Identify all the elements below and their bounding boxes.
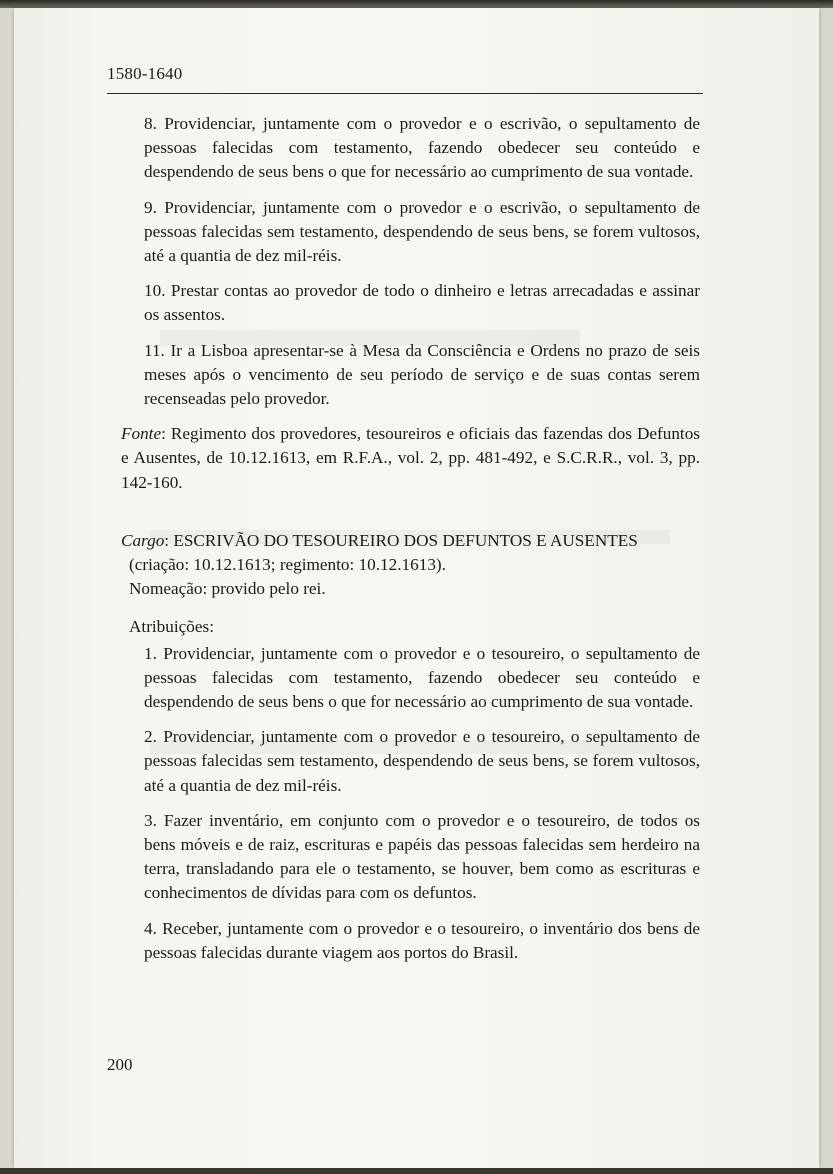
attribution-item: 4. Receber, juntamente com o provedor e o tesoureiro, o inventário dos bens de pessoas falecidas durante viagem aos portos do Brasil.	[144, 918, 700, 962]
attribution-item: 11. Ir a Lisboa apresentar-se à Mesa da Consciência e Ordens no prazo de seis meses após o vencimento de seu período de serviço e de suas contas serem recenseadas pelo provedor.	[144, 340, 700, 409]
source-label: Fonte	[121, 424, 162, 444]
page-body	[121, 112, 700, 976]
attribution-item: 8. Providenciar, juntamente com o provedor e o escrivão, o sepultamento de pessoas falecidas com testamento, fazendo obedecer seu conteúdo e despendendo de seus bens o que for necessário ao cumprimento de sua vontade.	[144, 114, 700, 182]
scan-bottom-edge	[0, 1168, 833, 1174]
attribution-item: 9. Providenciar, juntamente com o provedor e o escrivão, o sepultamento de pessoas falecidas sem testamento, despendendo de seus bens, se forem vultosos, até a quantia de dez mil-réis.	[144, 197, 700, 266]
position-block	[121, 529, 700, 602]
scan-top-edge	[0, 0, 833, 8]
attribution-item: 10. Prestar contas ao provedor de todo o dinheiro e letras arrecadadas e assinar os assentos.	[144, 281, 700, 325]
attribution-item: 1. Providenciar, juntamente com o provedor e o tesoureiro, o sepultamento de pessoas falecidas com testamento, fazendo obedecer seu conteúdo e despendendo de seus bens o que for necessário ao cumprimento de sua vontade.	[144, 643, 700, 712]
position-creation: (criação: 10.12.1613; regimento: 10.12.1613).	[129, 555, 446, 575]
attribution-item: 2. Providenciar, juntamente com o provedor e o tesoureiro, o sepultamento de pessoas falecidas sem testamento, despendendo de seus bens, se forem vultosos, até a quantia de dez mil-réis.	[144, 727, 700, 795]
running-head: 1580-1640	[107, 64, 183, 83]
position-label: Cargo	[121, 530, 165, 550]
position-title: : ESCRIVÃO DO TESOUREIRO DOS DEFUNTOS E AUSENTES	[164, 530, 638, 550]
attributions-heading: Atribuições:	[129, 617, 214, 637]
page-number: 200	[107, 1055, 133, 1074]
attribution-item: 3. Fazer inventário, em conjunto com o provedor e o tesoureiro, de todos os bens móveis e de raiz, escrituras e papéis das pessoas falecidas sem herdeiro na terra, transladando para ele o testamento, se houver, bem como as escrituras e conhecimentos de dívidas para com os defuntos.	[144, 810, 700, 903]
source-note	[121, 422, 700, 495]
header-rule	[107, 93, 703, 94]
position-appointment: Nomeação: provido pelo rei.	[129, 579, 326, 599]
source-text: : Regimento dos provedores, tesoureiros e oficiais das fazendas dos Defuntos e Ausentes, de 10.12.1613, em R.F.A., vol. 2, pp. 481-492, e S.C.R.R., vol. 3, pp. 142-160.	[121, 424, 700, 492]
